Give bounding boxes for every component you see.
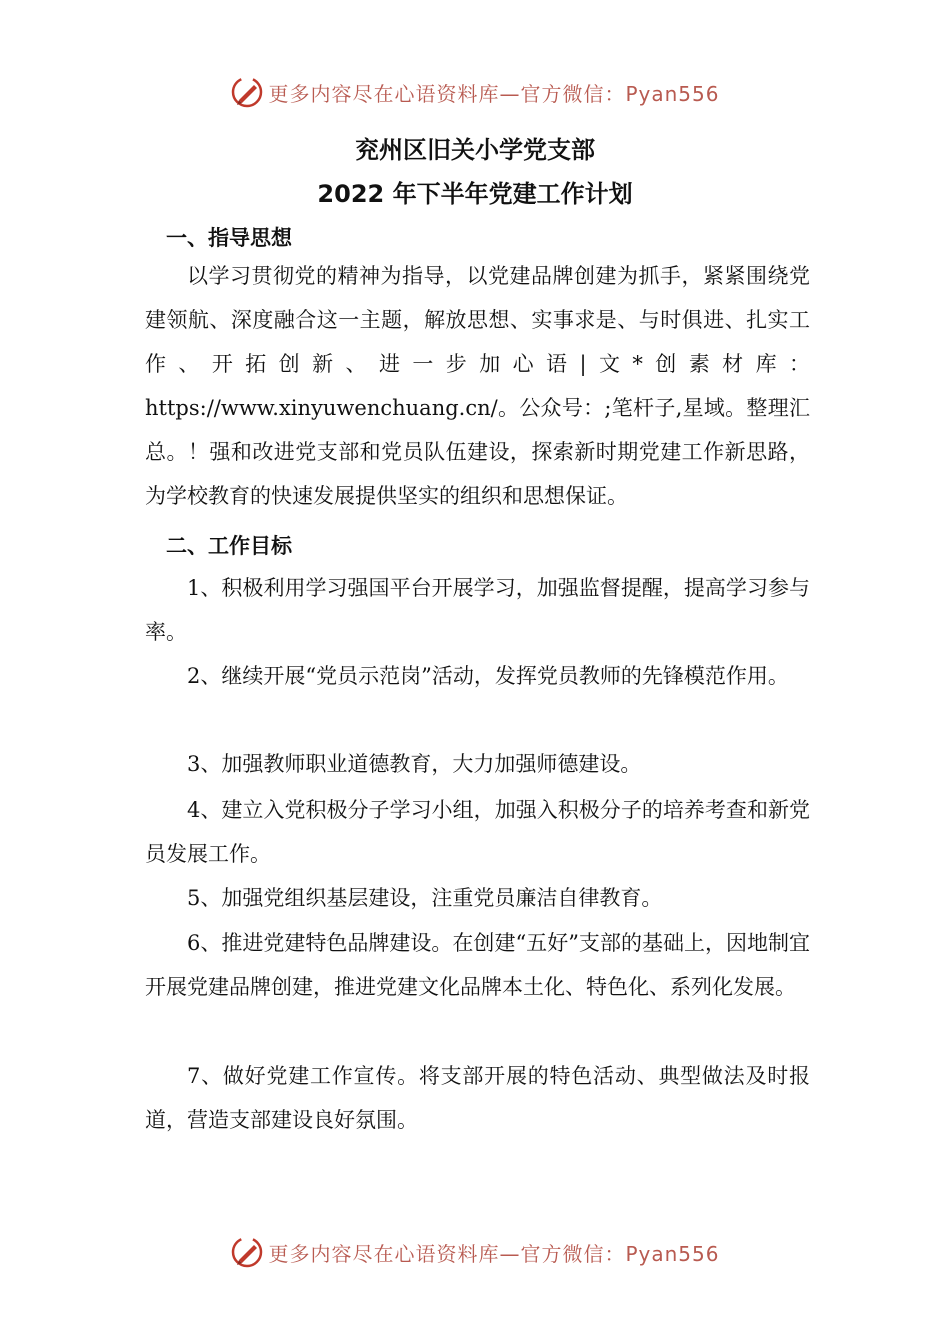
- pen-seal-logo-icon: [230, 75, 264, 109]
- section-heading-work-goals: 二、工作目标: [166, 534, 292, 558]
- watermark-text: 更多内容尽在心语资料库—官方微信：Pyan556: [268, 1241, 720, 1266]
- watermark-banner-bottom: [0, 1232, 950, 1272]
- goal-item: 4、建立入党积极分子学习小组，加强入积极分子的培养考查和新党员发展工作。: [145, 798, 810, 866]
- goal-item: 2、继续开展“党员示范岗”活动，发挥党员教师的先锋模范作用。: [187, 664, 789, 688]
- goal-item: 1、积极利用学习强国平台开展学习，加强监督提醒，提高学习参与率。: [145, 576, 810, 644]
- watermark-text: 更多内容尽在心语资料库—官方微信：Pyan556: [268, 81, 720, 106]
- goal-item: 6、推进党建特色品牌建设。在创建“五好”支部的基础上，因地制宜开展党建品牌创建，推进党建文化品牌本土化、特色化、系列化发展。: [145, 931, 810, 999]
- document-subtitle: 2022 年下半年党建工作计划: [317, 180, 633, 208]
- watermark-banner-top: [0, 72, 950, 112]
- section-heading-guiding-thought: 一、指导思想: [166, 226, 292, 250]
- document-title: 兖州区旧关小学党支部: [355, 136, 595, 164]
- pen-seal-logo-icon: [230, 1235, 264, 1269]
- guiding-thought-paragraph: 以学习贯彻党的精神为指导，以党建品牌创建为抓手，紧紧围绕党建领航、深度融合这一主题，解放思想、实事求是、与时俱进、扎实工作、开拓创新、进一步加心语|文*创素材库：https://www.xinyuwenchuang.cn/。公众号：;笔杆子,星域。整理汇总。！强和改进党支部和党员队伍建设，探索新时期党建工作新思路，为学校教育的快速发展提供坚实的组织和思想保证。: [145, 264, 810, 508]
- goal-item: 3、加强教师职业道德教育，大力加强师德建设。: [187, 752, 642, 776]
- goal-item: 7、做好党建工作宣传。将支部开展的特色活动、典型做法及时报道，营造支部建设良好氛围。: [145, 1064, 810, 1132]
- goal-item: 5、加强党组织基层建设，注重党员廉洁自律教育。: [187, 886, 663, 910]
